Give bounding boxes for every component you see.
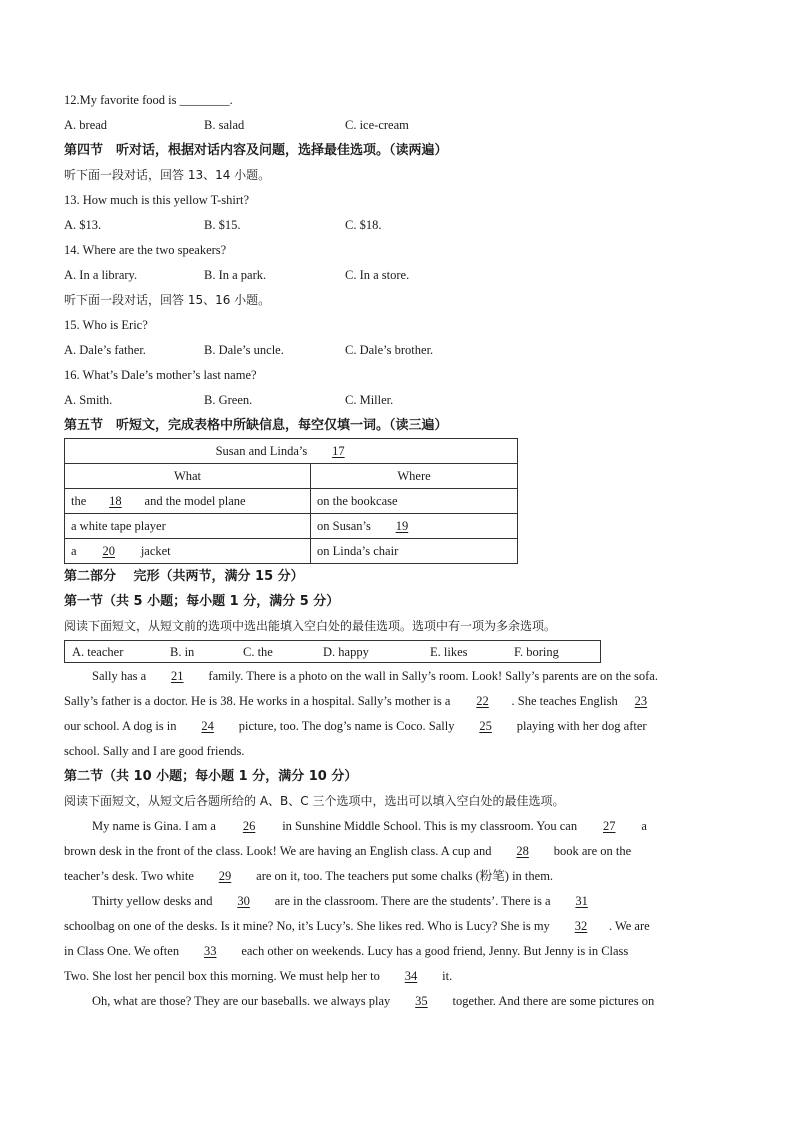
- table-cell-what: [65, 489, 311, 514]
- table-title-cell: [65, 439, 518, 464]
- cloze-passage-1: [64, 664, 734, 764]
- part2-heading: 第二部分 完形（共两节，满分 15 分）: [64, 569, 304, 584]
- blank-29[interactable]: 29: [218, 869, 232, 883]
- passage-text: Thirty yellow desks and: [92, 894, 216, 908]
- part2-section1-heading: 第一节（共 5 小题；每小题 1 分，满分 5 分）: [64, 594, 340, 609]
- passage-text: are on it, too. The teachers put some chalks (粉笔) in them.: [253, 869, 554, 883]
- col-header-what: What: [65, 464, 311, 489]
- table-cell-where: on Linda’s chair: [311, 539, 518, 564]
- section4-instruction-1: 听下面一段对话，回答 13、14 小题。: [64, 168, 271, 182]
- passage-line: [64, 939, 734, 964]
- passage-text: in Sunshine Middle School. This is my classroom. You can: [279, 819, 581, 833]
- word-option-f[interactable]: F. boring: [514, 645, 559, 659]
- blank-19[interactable]: 19: [395, 518, 409, 533]
- info-table: [64, 438, 518, 564]
- passage-text: My name is Gina. I am a: [92, 819, 220, 833]
- blank-35[interactable]: 35: [415, 994, 428, 1008]
- passage-text: our school. A dog is in: [64, 719, 180, 733]
- q14-option-b[interactable]: B. In a park.: [204, 268, 267, 282]
- passage-line: [64, 839, 734, 864]
- passage-text: family. There is a photo on the wall in Sally’s room. Look! Sally’s parents are on the sofa.: [205, 669, 658, 683]
- word-option-a[interactable]: A. teacher: [72, 645, 124, 659]
- q12-option-a[interactable]: A. bread: [64, 118, 108, 132]
- blank-31[interactable]: 31: [575, 894, 588, 908]
- q13-option-a[interactable]: A. $13.: [64, 218, 102, 232]
- table-title: Susan and Linda’s: [215, 443, 311, 458]
- table-row: [65, 514, 518, 539]
- blank-22[interactable]: 22: [476, 694, 489, 708]
- cloze-passage-2: [64, 814, 734, 1014]
- q16-option-a[interactable]: A. Smith.: [64, 393, 113, 407]
- passage-text: Two. She lost her pencil box this morning. We must help her to: [64, 969, 384, 983]
- section5-heading: 第五节 听短文，完成表格中所缺信息，每空仅填一词。（读三遍）: [64, 418, 448, 433]
- word-options-box: [64, 640, 601, 663]
- part2-section2-instruction: 阅读下面短文，从短文后各题所给的 A、B、C 三个选项中，选出可以填入空白处的最佳选项。: [64, 794, 565, 808]
- table-row: [65, 489, 518, 514]
- blank-21[interactable]: 21: [171, 669, 184, 683]
- q14-option-c[interactable]: C. In a store.: [345, 268, 410, 282]
- cell-text: the: [71, 493, 90, 508]
- blank-30[interactable]: 30: [237, 894, 250, 908]
- q12-option-c[interactable]: C. ice-cream: [345, 118, 409, 132]
- section4-heading: 第四节 听对话，根据对话内容及问题，选择最佳选项。（读两遍）: [64, 143, 448, 158]
- blank-24[interactable]: 24: [201, 719, 214, 733]
- passage-line: [64, 989, 734, 1014]
- passage-text: . We are: [608, 919, 650, 933]
- table-cell-where: [311, 514, 518, 539]
- q15-option-b[interactable]: B. Dale’s uncle.: [204, 343, 284, 357]
- q14-stem: 14. Where are the two speakers?: [64, 243, 227, 257]
- passage-text: it.: [439, 969, 453, 983]
- passage-text: a: [638, 819, 647, 833]
- q16-stem: 16. What’s Dale’s mother’s last name?: [64, 368, 257, 382]
- q13-stem: 13. How much is this yellow T-shirt?: [64, 193, 250, 207]
- passage-text: Sally’s father is a doctor. He is 38. He works in a hospital. Sally’s mother is a: [64, 694, 454, 708]
- q16-option-b[interactable]: B. Green.: [204, 393, 253, 407]
- col-header-where: Where: [311, 464, 518, 489]
- blank-20[interactable]: 20: [102, 543, 115, 558]
- q13-option-c[interactable]: C. $18.: [345, 218, 382, 232]
- passage-line: [64, 814, 734, 839]
- q12-stem: [64, 88, 734, 113]
- q15-option-a[interactable]: A. Dale’s father.: [64, 343, 146, 357]
- q12-options: [64, 113, 734, 138]
- q14-option-a[interactable]: A. In a library.: [64, 268, 138, 282]
- passage-text: are in the classroom. There are the students’. There is a: [271, 894, 554, 908]
- passage-line: [64, 914, 734, 939]
- passage-line: [64, 714, 734, 739]
- word-option-d[interactable]: D. happy: [323, 645, 369, 659]
- section4-instruction-2: 听下面一段对话，回答 15、16 小题。: [64, 293, 271, 307]
- passage-text: together. And there are some pictures on: [449, 994, 655, 1008]
- blank-17[interactable]: 17: [332, 443, 345, 458]
- passage-line: [64, 864, 734, 889]
- blank-26[interactable]: 26: [242, 819, 256, 833]
- blank-23[interactable]: 23: [634, 694, 648, 708]
- cell-text: a: [71, 543, 80, 558]
- table-cell-what: a white tape player: [65, 514, 311, 539]
- q12-stem-text: 12.My favorite food is: [64, 93, 180, 107]
- blank-28[interactable]: 28: [516, 844, 529, 858]
- passage-line: [64, 664, 734, 689]
- q15-option-c[interactable]: C. Dale’s brother.: [345, 343, 434, 357]
- passage-line: school. Sally and I are good friends.: [64, 744, 245, 758]
- cell-text: jacket: [137, 543, 171, 558]
- blank-34[interactable]: 34: [404, 969, 418, 983]
- passage-line: [64, 889, 734, 914]
- part2-section2-heading: 第二节（共 10 小题；每小题 1 分，满分 10 分）: [64, 769, 358, 784]
- cell-text: and the model plane: [141, 493, 246, 508]
- passage-line: [64, 689, 734, 714]
- table-row: [65, 539, 518, 564]
- q16-option-c[interactable]: C. Miller.: [345, 393, 394, 407]
- exam-page: [64, 88, 734, 1014]
- table-cell-where: on the bookcase: [311, 489, 518, 514]
- part2-section1-instruction: 阅读下面短文，从短文前的选项中选出能填入空白处的最佳选项。选项中有一项为多余选项。: [64, 619, 557, 633]
- passage-text: in Class One. We often: [64, 944, 183, 958]
- q15-options: [64, 338, 734, 363]
- table-cell-what: [65, 539, 311, 564]
- passage-text: Oh, what are those? They are our baseballs. we always play: [92, 994, 394, 1008]
- passage-text: Sally has a: [92, 669, 150, 683]
- passage-text: each other on weekends. Lucy has a good friend, Jenny. But Jenny is in Class: [238, 944, 629, 958]
- word-option-b[interactable]: B. in: [170, 645, 195, 659]
- passage-text: . She teaches English: [511, 694, 621, 708]
- q14-options: [64, 263, 734, 288]
- blank-18[interactable]: 18: [109, 493, 122, 508]
- cell-text: on Susan’s: [317, 518, 374, 533]
- q15-stem: 15. Who is Eric?: [64, 318, 148, 332]
- blank-25[interactable]: 25: [479, 719, 492, 733]
- q12-stem-end: .: [229, 93, 233, 107]
- q16-options: [64, 388, 734, 413]
- passage-text: book are on the: [550, 844, 632, 858]
- q13-option-b[interactable]: B. $15.: [204, 218, 241, 232]
- blank-27[interactable]: 27: [602, 819, 616, 833]
- passage-text: playing with her dog after: [513, 719, 647, 733]
- blank-32[interactable]: 32: [574, 919, 588, 933]
- passage-line: [64, 964, 734, 989]
- passage-text: teacher’s desk. Two white: [64, 869, 198, 883]
- word-option-c[interactable]: C. the: [243, 645, 273, 659]
- word-option-e[interactable]: E. likes: [430, 645, 468, 659]
- passage-text: brown desk in the front of the class. Look! We are having an English class. A cup and: [64, 844, 495, 858]
- blank-33[interactable]: 33: [203, 944, 217, 958]
- q12-blank: ________: [179, 93, 230, 107]
- passage-text: picture, too. The dog’s name is Coco. Sally: [235, 719, 458, 733]
- q13-options: [64, 213, 734, 238]
- q12-option-b[interactable]: B. salad: [204, 118, 245, 132]
- passage-text: schoolbag on one of the desks. Is it mine? No, it’s Lucy’s. She likes red. Who is Lucy? She is my: [64, 919, 553, 933]
